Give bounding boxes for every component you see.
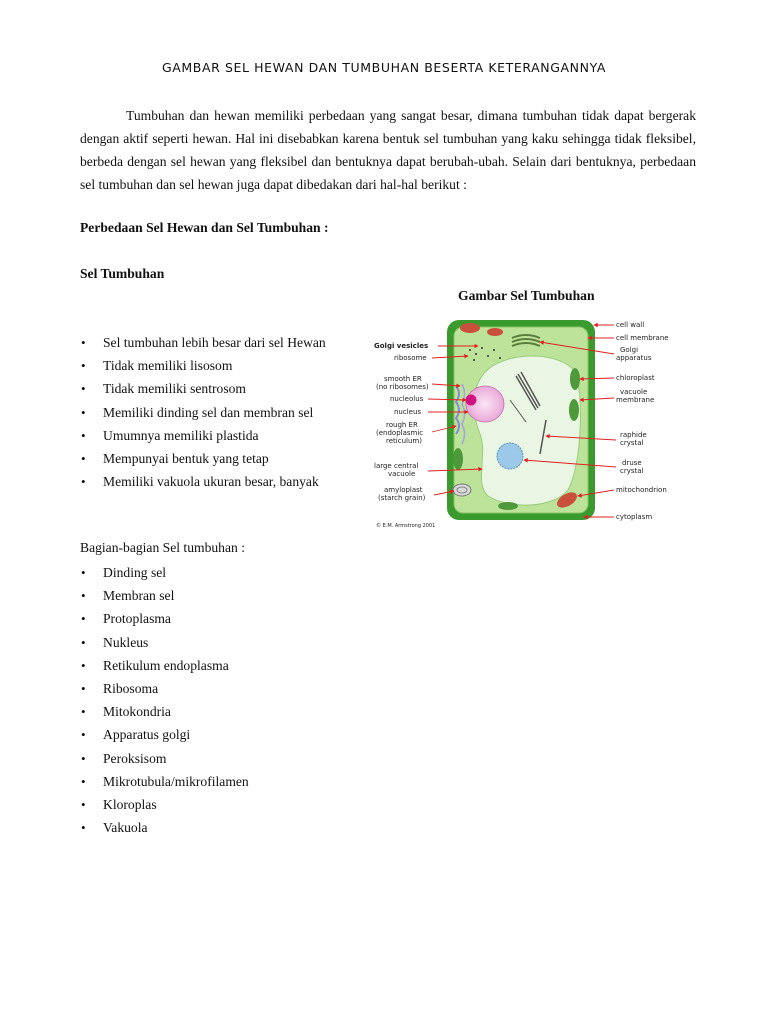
label-amyloplast-sub: (starch grain)	[378, 494, 426, 502]
list-item: • Kloroplas	[80, 793, 249, 816]
label-mitochondrion: mitochondrion	[616, 486, 667, 494]
label-vacuole: large central	[374, 462, 419, 470]
label-rough-er-sub1: (endoplasmic	[376, 429, 424, 437]
label-nucleus: nucleus	[394, 408, 422, 416]
figure-caption: Gambar Sel Tumbuhan	[458, 288, 595, 303]
label-cell-wall: cell wall	[616, 321, 645, 329]
label-smooth-er-sub: (no ribosomes)	[376, 383, 429, 391]
plant-cell-diagram	[370, 314, 678, 532]
list-item: • Mikrotubula/mikrofilamen	[80, 770, 249, 793]
label-cell-membrane: cell membrane	[616, 334, 669, 342]
diagram-credit: © E.M. Armstrong 2001	[376, 523, 436, 529]
list-item: • Peroksisom	[80, 747, 249, 770]
label-golgi: Golgi	[620, 346, 639, 354]
label-vacuole-membrane-sub: membrane	[616, 396, 655, 404]
label-vacuole-membrane: vacuole	[620, 388, 648, 396]
label-golgi-vesicles: Golgi vesicles	[374, 342, 429, 350]
list-item: • Sel tumbuhan lebih besar dari sel Hewan	[80, 331, 326, 354]
label-chloroplast: chloroplast	[616, 374, 655, 382]
list-item: • Mitokondria	[80, 700, 249, 723]
chloroplast	[498, 502, 518, 510]
label-amyloplast: amyloplast	[384, 486, 423, 494]
label-vacuole-sub: vacuole	[388, 470, 416, 478]
list-item: • Memiliki vakuola ukuran besar, banyak	[80, 470, 326, 493]
label-golgi-sub: apparatus	[616, 354, 652, 362]
label-ribosome: ribosome	[394, 354, 427, 362]
list-item: • Retikulum endoplasma	[80, 654, 249, 677]
list-item: • Umumnya memiliki plastida	[80, 424, 326, 447]
list-item: • Tidak memiliki sentrosom	[80, 377, 326, 400]
list-item: • Apparatus golgi	[80, 723, 249, 746]
mitochondrion	[460, 323, 480, 333]
list-item: • Tidak memiliki lisosom	[80, 354, 326, 377]
section-heading: Perbedaan Sel Hewan dan Sel Tumbuhan :	[80, 220, 329, 235]
amyloplast	[453, 484, 471, 496]
label-druse-sub: crystal	[620, 467, 644, 475]
label-raphide-sub: crystal	[620, 439, 644, 447]
label-smooth-er: smooth ER	[384, 375, 422, 383]
label-nucleolus: nucleolus	[390, 395, 424, 403]
mitochondrion	[487, 328, 503, 336]
parts-intro: Bagian-bagian Sel tumbuhan :	[80, 540, 245, 555]
list-item: • Mempunyai bentuk yang tetap	[80, 447, 326, 470]
list-item: • Dinding sel	[80, 561, 249, 584]
list-item: • Ribosoma	[80, 677, 249, 700]
subheading-sel-tumbuhan: Sel Tumbuhan	[80, 266, 165, 281]
chloroplast	[570, 368, 580, 390]
characteristics-list	[80, 331, 326, 493]
label-rough-er: rough ER	[386, 421, 418, 429]
druse-crystal	[497, 443, 523, 469]
list-item: • Protoplasma	[80, 607, 249, 630]
parts-list	[80, 561, 249, 839]
plant-cell-illustration	[370, 314, 678, 532]
list-item: • Memiliki dinding sel dan membran sel	[80, 401, 326, 424]
chloroplast	[453, 448, 463, 470]
label-rough-er-sub2: reticulum)	[386, 437, 422, 445]
list-item: • Vakuola	[80, 816, 249, 839]
nucleolus	[466, 395, 477, 406]
label-druse: druse	[622, 459, 642, 467]
label-raphide: raphide	[620, 431, 647, 439]
label-cytoplasm: cytoplasm	[616, 513, 653, 521]
chloroplast	[569, 399, 579, 421]
central-vacuole	[474, 356, 581, 505]
intro-paragraph: Tumbuhan dan hewan memiliki perbedaan yang sangat besar, dimana tumbuhan tidak dapat bergerak dengan aktif seperti hewan. Hal ini disebabkan karena bentuk sel tumbuhan yang kaku sehingga tidak fleksibel, berbeda dengan sel hewan yang fleksibel dan bentuknya dapat berubah-ubah. Selain dari bentuknya, perbedaan sel tumbuhan dan sel hewan juga dapat dibedakan dari hal-hal berikut :	[80, 108, 696, 192]
list-item: • Membran sel	[80, 584, 249, 607]
list-item: • Nukleus	[80, 631, 249, 654]
page-title: GAMBAR SEL HEWAN DAN TUMBUHAN BESERTA KETERANGANNYA	[161, 60, 606, 75]
